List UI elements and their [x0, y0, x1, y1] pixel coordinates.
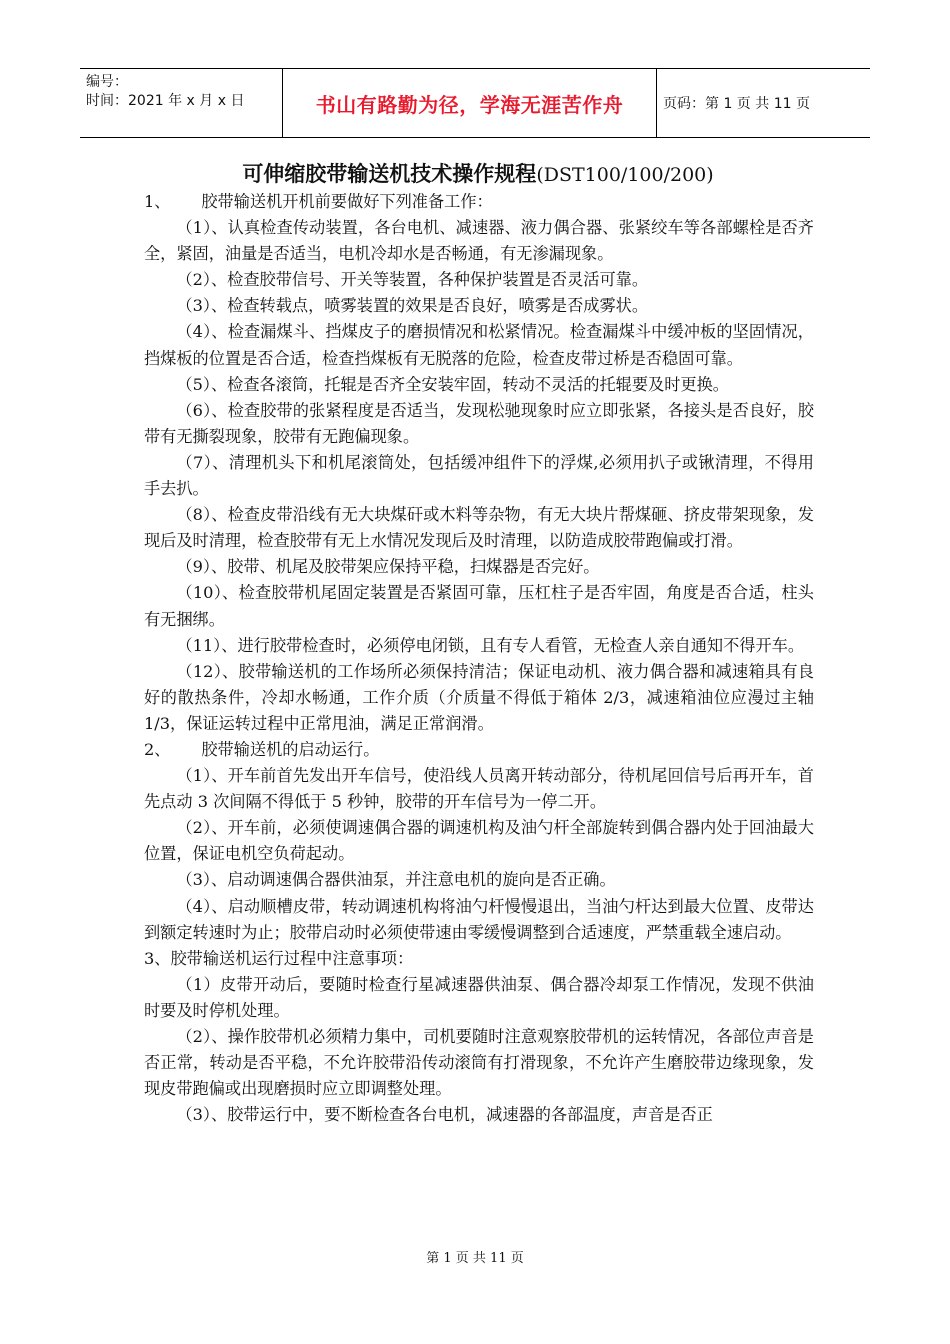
paragraph: （4）、启动顺槽皮带，转动调速机构将油勺杆慢慢退出，当油勺杆达到最大位置、皮带达到额定转速时为止；胶带启动时必须使带速由零缓慢调整到合适速度，严禁重载全速启动。 — [144, 896, 814, 942]
document-title — [142, 160, 814, 189]
header-table — [80, 68, 870, 138]
paragraph: （12）、胶带输送机的工作场所必须保持清洁；保证电动机、液力偶合器和减速箱具有良好的散热条件，冷却水畅通，工作介质（介质量不得低于箱体 2/3，减速箱油位应漫过主轴 1/3，保证运转过程中正常甩油，满足正常润滑。 — [144, 661, 814, 733]
paragraph: （1）、认真检查传动装置，各台电机、减速器、液力偶合器、张紧绞车等各部螺栓是否齐全，紧固，油量是否适当，电机冷却水是否畅通，有无渗漏现象。 — [144, 218, 814, 264]
header-meta — [80, 69, 283, 137]
paragraph: （3）、检查转载点，喷雾装置的效果是否良好，喷雾是否成雾状。 — [176, 296, 649, 316]
title-model: (DST100/100/200) — [536, 164, 714, 186]
paragraph: （9）、胶带、机尾及胶带架应保持平稳，扫煤器是否完好。 — [176, 557, 600, 577]
paragraph: （1）、开车前首先发出开车信号，使沿线人员离开转动部分，待机尾回信号后再开车，首先点动 3 次间隔不得低于 5 秒钟，胶带的开车信号为一停二开。 — [144, 766, 814, 812]
paragraph: （4）、检查漏煤斗、挡煤皮子的磨损情况和松紧情况。检查漏煤斗中缓冲板的坚固情况，挡煤板的位置是否合适，检查挡煤板有无脱落的危险，检查皮带过桥是否稳固可靠。 — [144, 322, 814, 368]
paragraph: （2）、检查胶带信号、开关等装置，各种保护装置是否灵活可靠。 — [176, 270, 649, 290]
paragraph: （6）、检查胶带的张紧程度是否适当，发现松驰现象时应立即张紧，各接头是否良好，胶带有无撕裂现象，胶带有无跑偏现象。 — [144, 400, 814, 446]
paragraph: （10）、检查胶带机尾固定装置是否紧固可靠，压杠柱子是否牢固，角度是否合适，柱头有无捆绑。 — [144, 583, 814, 629]
paragraph: （7）、清理机头下和机尾滚筒处，包括缓冲组件下的浮煤,必须用扒子或锹清理，不得用手去扒。 — [144, 452, 814, 499]
document-body — [144, 160, 814, 1128]
paragraph: （11）、进行胶带检查时，必须停电闭锁，且有专人看管，无检查人亲自通知不得开车。 — [176, 635, 805, 655]
paragraph: （5）、检查各滚筒，托辊是否齐全安装牢固，转动不灵活的托辊要及时更换。 — [176, 374, 729, 394]
paragraph: （1）皮带开动后，要随时检查行星减速器供油泵、偶合器冷却泵工作情况，发现不供油时要及时停机处理。 — [144, 974, 814, 1020]
title-main: 可伸缩胶带输送机技术操作规程 — [242, 162, 537, 186]
paragraph: （2）、操作胶带机必须精力集中，司机要随时注意观察胶带机的运转情况，各部位声音是否正常，转动是否平稳，不允许胶带沿传动滚筒有打滑现象，不允许产生磨胶带边缘现象，发现皮带跑偏或出现磨损时应立即调整处理。 — [144, 1027, 814, 1099]
section-heading: 3、胶带输送机运行过程中注意事项： — [144, 948, 414, 968]
paragraph: （8）、检查皮带沿线有无大块煤矸或木料等杂物，有无大块片帮煤砸、挤皮带架现象，发现后及时清理，检查胶带有无上水情况发现后及时清理，以防造成胶带跑偏或打滑。 — [144, 505, 814, 551]
header-motto-cell — [283, 69, 657, 137]
paragraph: （3）、启动调速偶合器供油泵，并注意电机的旋向是否正确。 — [176, 870, 616, 890]
paragraph: （2）、开车前，必须使调速偶合器的调速机构及油勺杆全部旋转到偶合器内处于回油最大位置，保证电机空负荷起动。 — [144, 818, 814, 864]
section-heading: 2、 胶带输送机的启动运行。 — [144, 739, 380, 759]
header-page-info: 页码：第 1 页 共 11 页 — [663, 96, 810, 112]
paragraph: （3）、胶带运行中，要不断检查各台电机，减速器的各部温度，声音是否正 — [176, 1105, 713, 1125]
page-footer: 第 1 页 共 11 页 — [426, 1251, 524, 1266]
document-number-label: 编号： — [86, 74, 128, 90]
section-heading: 1、 胶带输送机开机前要做好下列准备工作： — [144, 192, 493, 211]
header-motto: 书山有路勤为径，学海无涯苦作舟 — [315, 92, 624, 117]
document-date: 时间：2021 年 x 月 x 日 — [86, 93, 245, 109]
